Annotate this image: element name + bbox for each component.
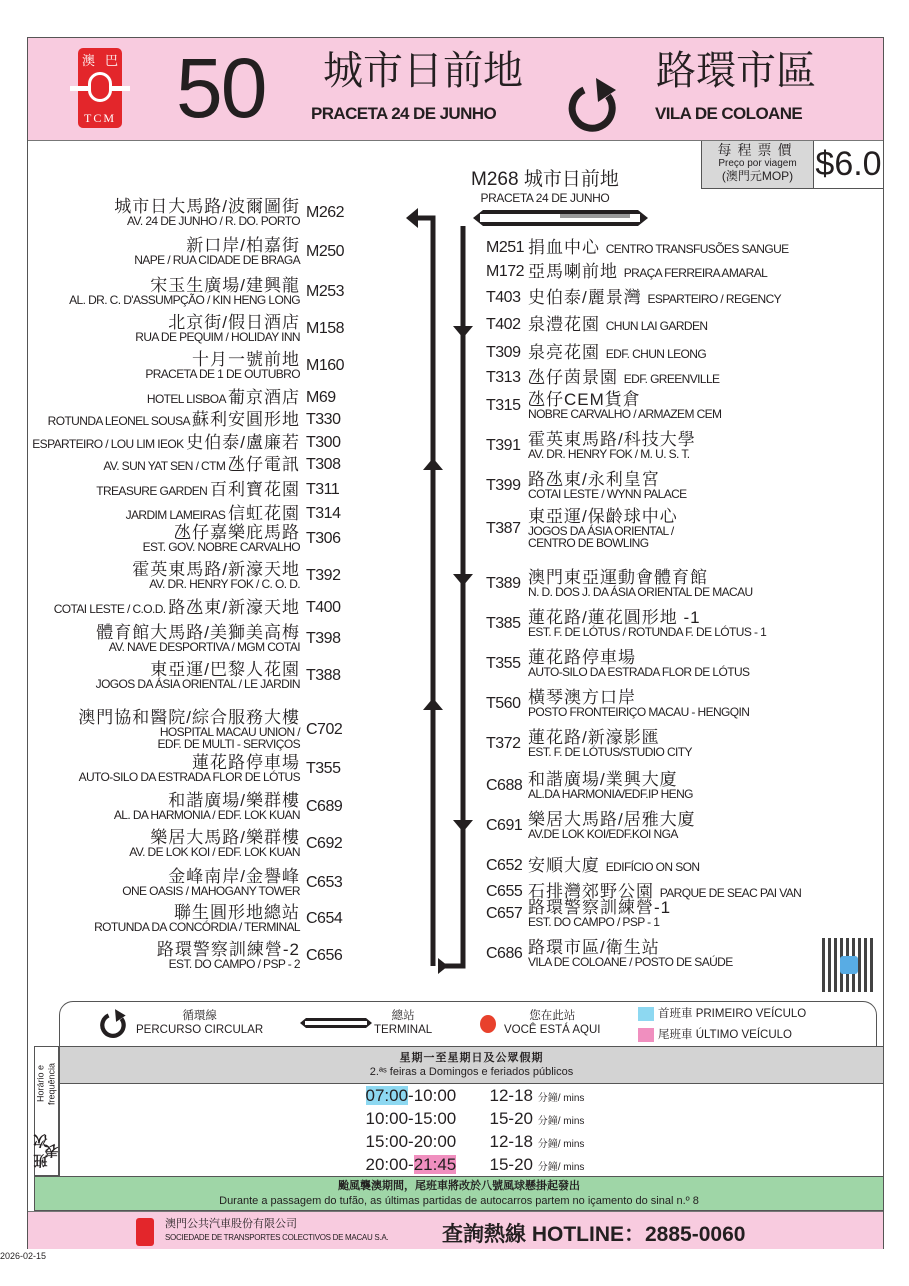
legend-circular-pt: PERCURSO CIRCULAR <box>136 1024 264 1036</box>
stop-name-pt: EST. DO CAMPO / PSP - 2 <box>168 957 300 971</box>
schedule-row: 10:00-15:00 15-20 分鐘/ mins <box>365 1108 585 1128</box>
stop-name-zh: 泉澧花園 <box>528 315 606 334</box>
company-pt: SOCIEDADE DE TRANSPORTES COLECTIVOS DE MACAU S.A. <box>165 1233 389 1242</box>
legend-here-zh: 您在此站 <box>529 1010 576 1022</box>
stop-names <box>528 369 719 387</box>
stop-name-zh: 氹仔電訊 <box>228 455 300 474</box>
stop-name-pt: EDF. GREENVILLE <box>623 372 720 386</box>
stop-name-pt: ONE OASIS / MAHOGANY TOWER <box>122 884 300 898</box>
stop-names <box>134 237 300 266</box>
stop-names <box>54 599 300 617</box>
fare-currency: (澳門元MOP) <box>721 169 794 183</box>
stop-entry <box>486 857 699 875</box>
stop-entry <box>69 277 350 306</box>
stop-names <box>129 829 300 858</box>
stop-names <box>114 792 300 821</box>
stop-names <box>126 505 300 523</box>
stop-entry <box>32 434 350 452</box>
stop-name-pt: NAPE / RUA CIDADE DE BRAGA <box>134 253 300 267</box>
stop-code: T300 <box>306 434 341 451</box>
stop-names <box>96 661 300 690</box>
stop-name-pt: EST. GOV. NOBRE CARVALHO <box>142 540 300 554</box>
schedule-row: 20:00-21:45 15-20 分鐘/ mins <box>365 1154 585 1174</box>
stop-code: T400 <box>306 599 341 616</box>
stop-name-zh: 東亞運/保齡球中心 <box>528 507 678 526</box>
arrow-down-icon <box>453 820 473 832</box>
stop-name-pt: POSTO FRONTEIRIÇO MACAU - HENGQIN <box>528 705 750 719</box>
stop-name-zh: 蓮花路/新濠影匯 <box>528 728 660 747</box>
stop-name-zh: 宋玉生廣場/建興龍 <box>150 276 300 295</box>
stop-name-pt: CENTRO TRANSFUSÕES SANGUE <box>605 242 789 256</box>
stop-name-zh: 霍英東馬路/新濠天地 <box>132 560 300 579</box>
stop-code: T355 <box>306 759 341 777</box>
stop-name-zh: 蘇利安圓形地 <box>192 410 300 429</box>
route-number: 50 <box>176 41 266 135</box>
stop-name-zh: 安順大廈 <box>528 856 606 875</box>
stop-code: C656 <box>306 946 343 964</box>
stop-code: C688 <box>486 776 523 794</box>
stop-names <box>528 649 749 678</box>
stop-name-pt: AV.DE LOK KOI/EDF.KOI NGA <box>528 827 678 841</box>
stop-name-zh: 亞馬喇前地 <box>528 262 624 281</box>
stop-name-zh: 和諧廣場/業興大廈 <box>528 770 678 789</box>
stop-entry <box>486 316 707 334</box>
stop-code: M69 <box>306 389 336 406</box>
stop-names <box>94 904 300 933</box>
stop-name-zh: 史伯泰/麗景灣 <box>528 288 648 307</box>
schedule-table <box>59 1084 884 1176</box>
stop-name-pt: AV. DR. HENRY FOK / M. U. S. T. <box>528 447 690 461</box>
stop-code: C702 <box>306 720 343 738</box>
stop-name-pt: AV. DE LOK KOI / EDF. LOK KUAN <box>129 845 300 859</box>
stop-name-pt: PRAÇA FERREIRA AMARAL <box>623 266 768 280</box>
stop-code: T392 <box>306 566 341 584</box>
stop-names <box>132 561 300 590</box>
stop-code: T402 <box>486 316 521 333</box>
stop-names <box>528 729 692 758</box>
typhoon-pt: Durante a passagem do tufão, as últimas partidas de autocarros partem no içamento do sinal n.º 8 <box>219 1195 699 1207</box>
stop-name-pt: JARDIM LAMEIRAS <box>125 508 228 522</box>
stop-name-pt: N. D. DOS J. DA ÁSIA ORIENTAL DE MACAU <box>528 585 753 599</box>
stop-entry <box>114 198 350 227</box>
stop-name-zh: 聯生圓形地總站 <box>174 903 300 922</box>
days-pt: 2.ªˢ feiras a Domingos e feriados públicos <box>369 1066 574 1078</box>
origin-pt: PRACETA 24 DE JUNHO <box>311 104 497 123</box>
stop-code: T403 <box>486 289 521 306</box>
stop-names <box>48 411 300 429</box>
last-bus-swatch <box>638 1028 654 1042</box>
stop-name-pt: AV. 24 DE JUNHO / R. DO. PORTO <box>127 214 300 228</box>
stop-name-pt: AV. DR. HENRY FOK / C. O. D. <box>149 577 300 591</box>
stop-entry <box>132 561 350 590</box>
stop-names <box>147 389 300 407</box>
stop-code: T391 <box>486 436 521 454</box>
stop-name-zh: 金峰南岸/金譽峰 <box>168 867 300 886</box>
stop-name-pt: EST. F. DE LÓTUS/STUDIO CITY <box>528 745 692 759</box>
stop-entry <box>486 811 696 840</box>
stop-code: C691 <box>486 816 523 834</box>
stop-name-zh: 樂居大馬路/居雅大廈 <box>528 810 696 829</box>
stop-name-pt: ROTUNDA DA CONCÓRDIA / TERMINAL <box>94 920 300 934</box>
stop-names <box>79 754 300 783</box>
stop-code: T398 <box>306 629 341 647</box>
stop-name-row <box>528 239 789 257</box>
stop-names <box>528 811 696 840</box>
stop-names <box>528 289 781 307</box>
stop-entry <box>147 389 350 407</box>
stop-code: M250 <box>306 242 345 260</box>
stop-name-zh: 葡京酒店 <box>228 388 300 407</box>
stop-code: T308 <box>306 456 341 473</box>
company-zh: 澳門公共汽車股份有限公司 <box>165 1218 297 1230</box>
stop-names <box>528 431 696 460</box>
stop-name-row <box>32 434 300 452</box>
logo-text: 澳 <box>82 53 96 68</box>
legend-last: 尾班車 ÚLTIMO VEÍCULO <box>658 1029 792 1041</box>
stop-name-zh: 泉亮花園 <box>528 343 606 362</box>
stop-name-pt: ROTUNDA LEONEL SOUSA <box>47 414 192 428</box>
route-line-return <box>417 218 433 966</box>
stop-name-zh: 北京街/假日酒店 <box>168 313 300 332</box>
stop-name-zh: 路氹東/永利皇宮 <box>528 470 660 489</box>
stop-name-zh: 橫琴澳方口岸 <box>528 688 636 707</box>
stop-names <box>528 239 789 257</box>
stop-entry <box>96 481 350 499</box>
stop-code: M251 <box>486 239 525 256</box>
stop-entry <box>486 771 693 800</box>
arrow-up-icon <box>423 458 443 470</box>
tcm-logo <box>136 1218 154 1246</box>
legend-terminal-zh: 總站 <box>391 1010 415 1022</box>
stop-name-pt: HOSPITAL MACAU UNION / <box>159 725 300 739</box>
stop-entry <box>486 939 733 968</box>
stop-name-pt: JOGOS DA ÁSIA ORIENTAL / LE JARDIN <box>95 677 300 691</box>
schedule-days <box>59 1046 884 1084</box>
arrow-left-icon <box>406 208 418 228</box>
stop-entry <box>486 729 692 758</box>
stop-name-pt: NOBRE CARVALHO / ARMAZEM CEM <box>528 407 722 421</box>
stop-name-row <box>528 263 767 281</box>
stop-name-row <box>147 389 300 407</box>
stop-names <box>528 471 687 500</box>
stop-code: M268 <box>471 169 519 190</box>
stop-entry <box>486 391 721 420</box>
stop-names <box>528 391 721 420</box>
stop-entry <box>486 609 766 638</box>
fare-label: 每程票價 <box>717 142 798 158</box>
stop-code: T330 <box>306 411 341 428</box>
logo-text: TCM <box>83 111 116 125</box>
stop-name-pt: VILA DE COLOANE / POSTO DE SAÚDE <box>528 955 733 969</box>
stop-entry <box>486 569 753 598</box>
stop-name-row <box>96 481 300 499</box>
stop-name-pt: RUA DE PEQUIM / HOLIDAY INN <box>135 330 300 344</box>
stop-entry <box>135 314 350 343</box>
stop-code: M172 <box>486 263 525 280</box>
stop-name-pt: JOGOS DA ÁSIA ORIENTAL / <box>528 524 674 538</box>
stop-entry <box>54 599 350 617</box>
stop-code: T313 <box>486 369 521 386</box>
stop-entry <box>486 431 696 460</box>
stop-entry <box>486 508 678 549</box>
origin-zh: 城市日前地 <box>323 49 523 93</box>
stop-entry <box>94 904 350 933</box>
stop-name-zh: 蓮花路停車場 <box>192 753 300 772</box>
stop-names <box>528 939 733 968</box>
stop-code: T311 <box>306 481 340 498</box>
stop-name-pt: PRACETA 24 DE JUNHO <box>480 191 610 205</box>
stop-name-pt: EDIFÍCIO ON SON <box>605 860 700 874</box>
stop-names <box>122 868 300 897</box>
stop-code: T355 <box>486 654 521 672</box>
stop-entry <box>114 792 350 821</box>
stop-name-pt: EDF. CHUN LEONG <box>605 347 707 361</box>
stop-names <box>69 277 300 306</box>
arrow-down-icon <box>453 326 473 338</box>
stop-name-pt: AL. DA HARMONIA / EDF. LOK KUAN <box>113 808 300 822</box>
stop-entry <box>134 237 350 266</box>
stop-name-zh: 樂居大馬路/樂群樓 <box>150 828 300 847</box>
stop-code: T388 <box>306 666 341 684</box>
stop-name-zh: 十月一號前地 <box>192 350 300 369</box>
stop-code: C692 <box>306 834 343 852</box>
stop-code: T372 <box>486 734 521 752</box>
stop-names <box>157 941 300 970</box>
stop-name-pt: CHUN LAI GARDEN <box>605 319 708 333</box>
stop-name-row <box>528 857 699 875</box>
stop-code: C689 <box>306 797 343 815</box>
stop-entry <box>486 369 719 387</box>
stop-code: T385 <box>486 614 521 632</box>
stop-code: T389 <box>486 574 521 592</box>
stop-name-zh: 信虹花園 <box>228 504 300 523</box>
stop-name-zh: 捐血中心 <box>528 238 606 257</box>
stop-entry <box>78 709 350 750</box>
stop-name-pt: HOTEL LISBOA <box>146 392 228 406</box>
stop-names <box>528 899 671 928</box>
stop-entry <box>143 524 350 553</box>
typhoon-zh: 颱風襲澳期間，尾班車將改於八號風球懸掛起發出 <box>338 1180 580 1192</box>
circular-arrow-icon <box>100 1008 130 1040</box>
stop-names <box>528 857 699 875</box>
you-are-here-icon <box>480 1015 496 1033</box>
hotline[interactable]: 查詢熱線 HOTLINE：2885-0060 <box>442 1223 746 1246</box>
schedule-row: 07:00-10:00 12-18 分鐘/ mins <box>365 1085 585 1105</box>
stop-name-pt: PARQUE DE SEAC PAI VAN <box>659 886 802 900</box>
stop-name-pt: AUTO-SILO DA ESTRADA FLOR DE LÓTUS <box>528 665 750 679</box>
schedule-label: 班次表 Horário e frequência <box>34 1046 59 1176</box>
stop-name-row <box>54 599 300 617</box>
legend <box>59 1001 877 1047</box>
stop-name-row <box>528 316 707 334</box>
stop-entry <box>486 899 671 928</box>
stop-code: C652 <box>486 857 523 874</box>
stop-names <box>135 314 300 343</box>
stop-code: T399 <box>486 476 521 494</box>
logo-text: 巴 <box>104 53 118 68</box>
legend-terminal-pt: TERMINAL <box>374 1024 433 1036</box>
qr-code[interactable] <box>822 938 876 992</box>
stop-name-zh: 史伯泰/盧廉若 <box>186 433 300 452</box>
stop-names <box>528 344 706 362</box>
stop-entry <box>48 411 350 429</box>
stop-names <box>528 508 678 549</box>
stop-names <box>96 624 300 653</box>
stop-name-zh: 石排灣郊野公園 <box>528 882 660 901</box>
footer <box>28 1211 883 1249</box>
stop-names <box>528 609 766 638</box>
stop-name-row <box>126 505 300 523</box>
stop-names <box>114 198 300 227</box>
print-date: 2026-02-15 <box>0 1251 47 1261</box>
stop-name-pt: AL.DA HARMONIA/EDF.IP HENG <box>528 787 693 801</box>
stop-names <box>103 456 300 474</box>
schedule-row: 15:00-20:00 12-18 分鐘/ mins <box>365 1131 585 1151</box>
terminal-icon <box>300 1016 372 1030</box>
stop-entry <box>157 941 350 970</box>
stop-name-zh: 氹仔CEM貨倉 <box>528 390 641 409</box>
stop-name-zh: 澳門協和醫院/綜合服務大樓 <box>78 708 300 727</box>
stop-name-zh: 路環警察訓練營-2 <box>156 940 300 959</box>
stop-name-pt: EST. DO CAMPO / PSP - 1 <box>528 915 660 929</box>
stop-entry <box>96 661 350 690</box>
stop-name-zh: 澳門東亞運動會體育館 <box>528 568 708 587</box>
stop-code: M158 <box>306 319 345 337</box>
stop-name-row <box>528 289 781 307</box>
arrow-up-icon <box>423 698 443 710</box>
stop-names <box>78 709 300 750</box>
stop-name-pt: PRACETA DE 1 DE OUTUBRO <box>145 367 300 381</box>
stop-name-pt: AV. NAVE DESPORTIVA / MGM COTAI <box>108 640 300 654</box>
stop-name-zh: 霍英東馬路/科技大學 <box>528 430 696 449</box>
stop-entry <box>103 456 350 474</box>
stop-name-row <box>103 456 300 474</box>
stop-name-pt: TREASURE GARDEN <box>96 484 210 498</box>
stop-name-zh: 城市日前地 <box>523 169 619 190</box>
legend-circular-zh: 循環線 <box>182 1010 217 1022</box>
stop-code: T314 <box>306 505 341 522</box>
arrow-down-icon <box>453 574 473 586</box>
stop-name-pt: COTAI LESTE / WYNN PALACE <box>528 487 687 501</box>
stop-name-pt: EST. F. DE LÓTUS / ROTUNDA F. DE LÓTUS - 1 <box>528 625 767 639</box>
stop-names <box>528 771 693 800</box>
fare-label-pt: Preço por viagem <box>718 158 797 169</box>
terminal-icon <box>473 210 648 226</box>
stop-name-zh: 路環警察訓練營-1 <box>528 898 672 917</box>
stop-code: M262 <box>306 203 345 221</box>
stop-name-zh: 和諧廣場/樂群樓 <box>168 791 300 810</box>
stop-code: T315 <box>486 396 521 414</box>
stop-name-row <box>528 369 719 387</box>
stop-name-zh: 新口岸/柏嘉街 <box>186 236 300 255</box>
fare-value: $6.0 <box>815 145 882 183</box>
stop-code: C657 <box>486 904 523 922</box>
dest-zh: 路環市區 <box>656 49 816 93</box>
stop-name-pt: ESPARTEIRO / LOU LIM IEOK <box>32 437 187 451</box>
stop-entry <box>79 754 350 783</box>
stop-entry <box>486 649 749 678</box>
stop-name-row <box>48 411 300 429</box>
typhoon-notice <box>34 1176 884 1211</box>
stop-name-pt: AUTO-SILO DA ESTRADA FLOR DE LÓTUS <box>78 770 300 784</box>
stop-code: C686 <box>486 944 523 962</box>
stop-name-zh: 氹仔嘉樂庇馬路 <box>174 523 300 542</box>
route-line-outbound <box>438 226 463 966</box>
stop-name-pt: AV. SUN YAT SEN / CTM <box>103 459 228 473</box>
stop-names <box>32 434 300 452</box>
stop-entry <box>486 344 706 362</box>
stop-names <box>96 481 300 499</box>
stop-entry <box>486 471 687 500</box>
stop-names <box>528 689 749 718</box>
stop-entry <box>486 689 749 718</box>
stop-code: T309 <box>486 344 521 361</box>
stop-code: T306 <box>306 529 341 547</box>
stop-name-row <box>528 344 706 362</box>
first-bus-swatch <box>638 1007 654 1021</box>
days-zh: 星期一至星期日及公眾假期 <box>399 1052 544 1064</box>
stop-code: M160 <box>306 356 345 374</box>
stop-name-zh: 城市日大馬路/波爾圖街 <box>114 197 300 216</box>
route-sign <box>27 37 884 1249</box>
stop-names <box>145 351 300 380</box>
stop-name-zh: 體育館大馬路/美獅美高梅 <box>96 623 300 642</box>
stop-entry <box>96 624 350 653</box>
stop-name-zh: 路環市區/衛生站 <box>528 938 660 957</box>
stop-entry <box>126 505 350 523</box>
arrow-icon <box>438 958 448 974</box>
stop-name-zh: 東亞運/巴黎人花園 <box>150 660 300 679</box>
stop-entry <box>122 868 350 897</box>
legend-here-pt: VOCÊ ESTÁ AQUI <box>504 1024 601 1036</box>
stop-entry <box>145 351 350 380</box>
stop-entry <box>486 239 789 257</box>
stop-name-zh: 氹仔茵景園 <box>528 368 624 387</box>
stop-name-zh: 路氹東/新濠天地 <box>168 598 300 617</box>
stop-name-pt: AL. DR. C. D'ASSUMPÇÃO / KIN HENG LONG <box>69 293 300 307</box>
stop-entry <box>486 263 767 281</box>
stop-name-pt: EDF. DE MULTI - SERVIÇOS <box>157 737 300 751</box>
stop-code: C653 <box>306 873 343 891</box>
stop-name-pt: COTAI LESTE / C.O.D. <box>53 602 169 616</box>
stop-names <box>528 316 707 334</box>
stop-name-zh: 百利寶花園 <box>210 480 300 499</box>
stop-code: C654 <box>306 909 343 927</box>
stop-entry <box>486 289 781 307</box>
stop-code: M253 <box>306 282 345 300</box>
stop-names <box>143 524 300 553</box>
stop-name-zh: 蓮花路/蓮花圓形地 -1 <box>528 608 701 627</box>
stop-name-pt: CENTRO DE BOWLING <box>528 536 649 550</box>
stop-names <box>528 263 767 281</box>
legend-first: 首班車 PRIMEIRO VEÍCULO <box>658 1008 807 1020</box>
stop-code: C655 <box>486 883 523 900</box>
stop-code: T387 <box>486 519 521 537</box>
stop-entry <box>129 829 350 858</box>
stop-names <box>528 569 753 598</box>
stop-name-pt: ESPARTEIRO / REGENCY <box>647 292 782 306</box>
stop-code: T560 <box>486 694 521 712</box>
stop-name-zh: 蓮花路停車場 <box>528 648 636 667</box>
dest-pt: VILA DE COLOANE <box>655 104 803 123</box>
